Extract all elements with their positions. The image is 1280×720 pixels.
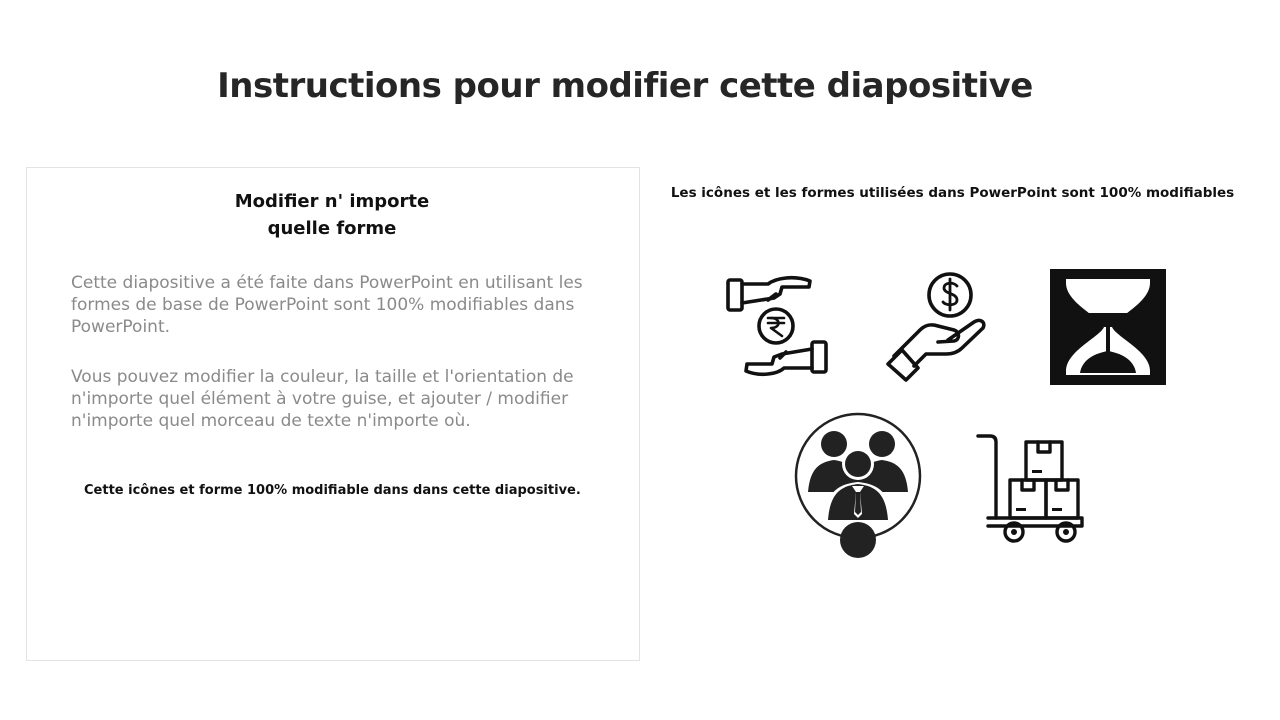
slide-title: Instructions pour modifier cette diapositive <box>217 66 1033 106</box>
panel-heading-line2: quelle forme <box>267 218 397 239</box>
panel-note: Cette icônes et forme 100% modifiable dans dans cette diapositive. <box>84 483 581 498</box>
panel-paragraph-1: Cette diapositive a été faite dans PowerPoint en utilisant les formes de base de PowerPoint sont 100% modifiables dans PowerPoint. <box>71 273 583 337</box>
dollar-hand-icon <box>882 268 997 383</box>
panel-heading-line1: Modifier n' importe <box>234 191 430 212</box>
hourglass-icon <box>1050 269 1166 385</box>
panel-heading <box>217 188 447 242</box>
team-icon <box>792 412 924 562</box>
panel-paragraph-2: Vous pouvez modifier la couleur, la taille et l'orientation de n'importe quel élément à votre guise, et ajouter / modifier n'importe quel morceau de texte n'importe où. <box>71 367 574 431</box>
rupee-hands-icon <box>724 270 832 382</box>
instructions-panel <box>26 167 640 661</box>
trolley-boxes-icon <box>974 430 1090 545</box>
icons-caption: Les icônes et les formes utilisées dans PowerPoint sont 100% modifiables <box>670 185 1235 201</box>
